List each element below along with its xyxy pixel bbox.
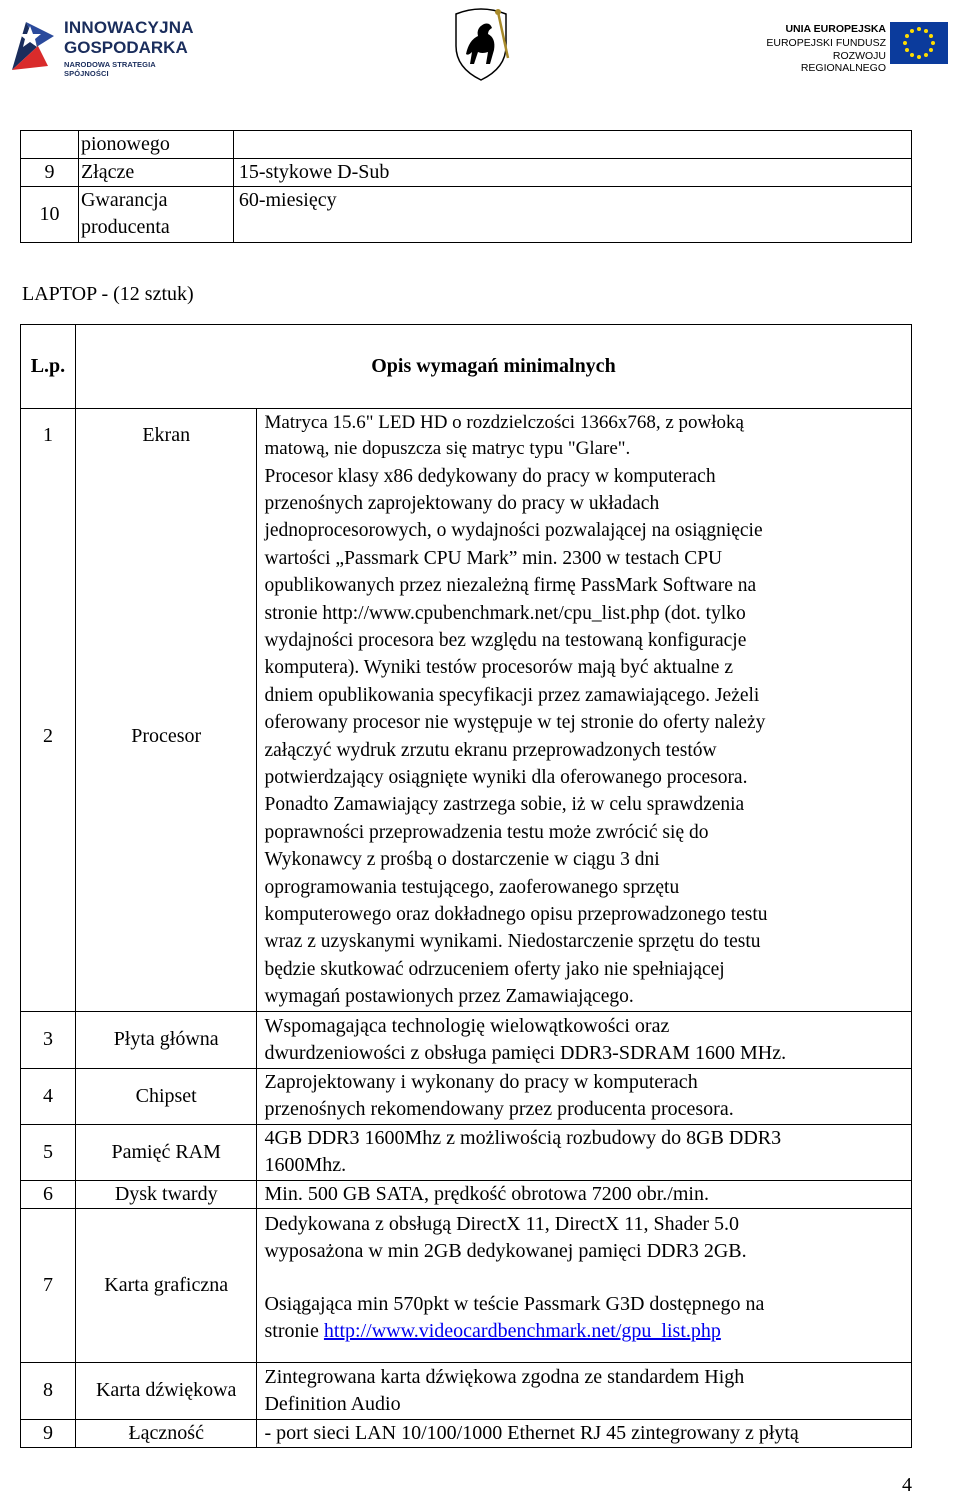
desc-line: Procesor klasy x86 dedykowany do pracy w komputerach [264, 465, 716, 487]
row-number: 5 [21, 1124, 76, 1180]
eu-flag-icon [890, 22, 948, 64]
desc-line: komputerowego oraz dokładnego opisu przeprowadzonego testu [264, 904, 768, 925]
regional-coat-of-arms [436, 2, 526, 82]
row-label: Pamięć RAM [75, 1124, 257, 1180]
row-description [257, 1362, 912, 1419]
table-row [21, 1068, 912, 1124]
desc-line: załączyć wydruk zrzutu ekranu przeprowadzonych testów [264, 739, 717, 761]
desc-line: Zaprojektowany i wykonany do pracy w komputerach [264, 1071, 698, 1094]
desc-line: Wykonawcy z prośbą o dostarczenie w ciągu 3 dni [264, 849, 660, 871]
desc-line: będzie skutkować odrzuceniem oferty jako nie spełniającej [264, 958, 725, 980]
desc-line: stronie http://www.cpubenchmark.net/cpu_list.php (dot. tylko [264, 602, 746, 624]
desc-line: 4GB DDR3 1600Mhz z możliwością rozbudowy do 8GB DDR3 [264, 1127, 782, 1150]
row-label-line: Gwarancja [80, 189, 168, 211]
eu-logo [712, 20, 948, 74]
horse-crest-icon [436, 2, 526, 82]
desc-line: przenośnych zaprojektowany do pracy w układach [264, 492, 660, 514]
desc-line: Zintegrowana karta dźwiękowa zgodna ze standardem High [264, 1365, 745, 1388]
desc-line: matową, nie dopuszcza się matryc typu "Glare". [264, 437, 631, 459]
desc-line: dniem opublikowania specyfikacji przez zamawiającego. Jeżeli [264, 684, 760, 706]
desc-line: Definition Audio [264, 1392, 401, 1415]
desc-spacer [264, 1265, 905, 1291]
table-row [21, 1362, 912, 1419]
desc-line: Osiągająca min 570pkt w teście Passmark G3D dostępnego na [264, 1292, 765, 1315]
innowacyjna-gospodarka-logo [8, 16, 198, 76]
row-description: Min. 500 GB SATA, prędkość obrotowa 7200 obr./min. [257, 1180, 912, 1208]
section-title: LAPTOP - (12 sztuk) [22, 283, 194, 305]
table-row [21, 131, 912, 159]
desc-line: wartości „Passmark CPU Mark” min. 2300 w testach CPU [264, 547, 723, 569]
desc-line: Dedykowana z obsługą DirectX 11, DirectX 11, Shader 5.0 [264, 1212, 739, 1235]
row-label-line: producenta [80, 216, 170, 238]
row-description: - port sieci LAN 10/100/1000 Ethernet RJ 45 zintegrowany z płytą [257, 1419, 912, 1447]
table-row [21, 409, 912, 463]
logo-text-line1: INNOWACYJNA [64, 18, 194, 37]
desc-line: komputera). Wyniki testów procesorów mają być aktualne z [264, 657, 733, 679]
logo-text-line2: GOSPODARKA [64, 38, 188, 57]
desc-line: wraz z uzyskanymi wynikami. Niedostarczenie sprzętu do testu [264, 931, 761, 953]
row-number [21, 131, 79, 159]
column-header-lp: L.p. [21, 325, 76, 409]
table-header-row [21, 325, 912, 409]
row-value: 60-miesięcy [233, 187, 911, 243]
desc-line [264, 1318, 905, 1345]
table-row [21, 1180, 912, 1208]
column-header-desc: Opis wymagań minimalnych [75, 325, 911, 409]
desc-line: poprawności przeprowadzenia testu może zwrócić się do [264, 821, 709, 843]
row-number: 3 [21, 1011, 76, 1068]
page-number: 4 [902, 1474, 912, 1496]
logo-text-line3: NARODOWA STRATEGIA SPÓJNOŚCI [64, 60, 156, 78]
row-description [257, 409, 912, 463]
row-number: 9 [21, 1419, 76, 1447]
row-number: 4 [21, 1068, 76, 1124]
desc-line: 1600Mhz. [264, 1154, 347, 1177]
row-description [257, 1011, 912, 1068]
laptop-spec-table [20, 324, 912, 1448]
row-value [233, 131, 911, 159]
row-number: 6 [21, 1180, 76, 1208]
row-number: 2 [21, 463, 76, 1012]
row-label: Złącze [78, 159, 233, 187]
row-label: Ekran [75, 409, 257, 463]
row-label: pionowego [78, 131, 233, 159]
row-label: Karta graficzna [75, 1208, 257, 1362]
row-number: 8 [21, 1362, 76, 1419]
row-value: 15-stykowe D-Sub [233, 159, 911, 187]
row-description [257, 1124, 912, 1180]
table-row [21, 187, 912, 243]
table-row [21, 463, 912, 1012]
row-label [78, 187, 233, 243]
ig-emblem-icon [8, 16, 60, 74]
table-row [21, 1419, 912, 1447]
row-label: Karta dźwiękowa [75, 1362, 257, 1419]
desc-line: Wspomagająca technologię wielowątkowości oraz [264, 1014, 670, 1037]
row-description [257, 1068, 912, 1124]
desc-line: Ponadto Zamawiający zastrzega sobie, iż w celu sprawdzenia [264, 794, 745, 816]
eu-text-line3: ROZWOJU REGIONALNEGO [800, 50, 886, 74]
row-description [257, 1208, 912, 1362]
row-label: Łączność [75, 1419, 257, 1447]
row-label: Płyta główna [75, 1011, 257, 1068]
desc-line: wydajności procesora bez względu na testowaną konfiguracje [264, 629, 747, 651]
monitor-spec-table-continued [20, 130, 912, 243]
desc-line: wymagań postawionych przez Zamawiającego. [264, 986, 634, 1008]
row-number: 1 [21, 409, 76, 463]
row-label: Dysk twardy [75, 1180, 257, 1208]
desc-line: oferowany procesor nie występuje w tej stronie do oferty należy [264, 712, 766, 734]
row-number: 7 [21, 1208, 76, 1362]
row-number: 10 [21, 187, 79, 243]
desc-line: przenośnych rekomendowany przez producenta procesora. [264, 1098, 734, 1121]
desc-text: stronie [264, 1319, 324, 1342]
eu-text-line2: EUROPEJSKI FUNDUSZ [766, 37, 886, 49]
row-label: Chipset [75, 1068, 257, 1124]
desc-line: Matryca 15.6" LED HD o rozdzielczości 1366x768, z powłoką [264, 411, 744, 433]
desc-line: wyposażona w min 2GB dedykowanej pamięci DDR3 2GB. [264, 1239, 747, 1262]
gpu-benchmark-link[interactable]: http://www.videocardbenchmark.net/gpu_list.php [323, 1319, 721, 1342]
row-description [257, 463, 912, 1012]
table-row [21, 1208, 912, 1362]
eu-text-line1: UNIA EUROPEJSKA [785, 23, 886, 35]
desc-line: jednoprocesorowych, o wydajności pozwalającej na osiągnięcie [264, 520, 763, 542]
row-label: Procesor [75, 463, 257, 1012]
desc-line: oprogramowania testującego, zaoferowanego sprzętu [264, 876, 680, 898]
desc-line: dwurdzeniowości z obsługa pamięci DDR3-SDRAM 1600 MHz. [264, 1041, 787, 1064]
table-row [21, 159, 912, 187]
row-number: 9 [21, 159, 79, 187]
desc-line: opublikowanych przez niezależną firmę PassMark Software na [264, 575, 757, 597]
table-row [21, 1124, 912, 1180]
table-row [21, 1011, 912, 1068]
desc-line: potwierdzający osiągnięte wyniki dla oferowanego procesora. [264, 766, 748, 788]
